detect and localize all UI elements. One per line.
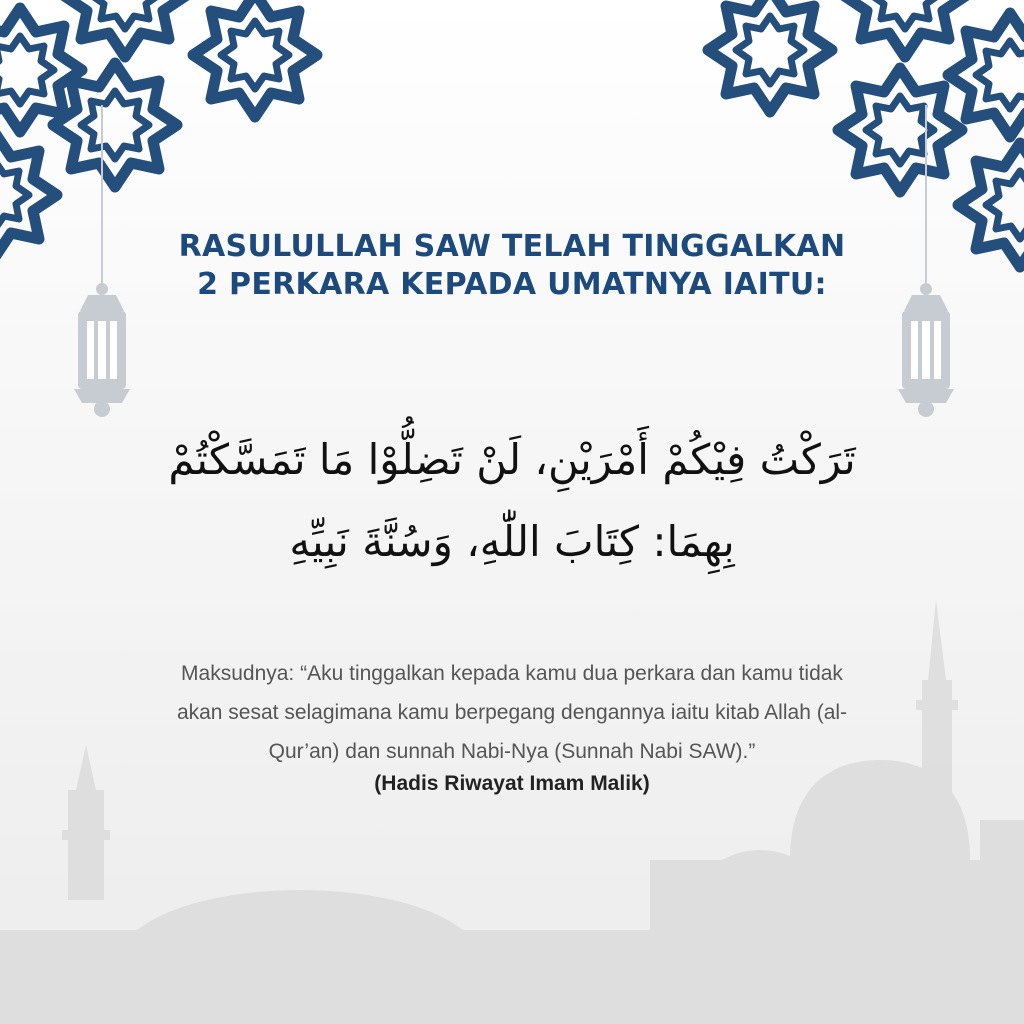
hadith-arabic-line-2: بِهِمَا: كِتَابَ اللّٰهِ، وَسُنَّةَ نَبِيِّهِ (289, 517, 735, 566)
heading-line-1: RASULULLAH SAW TELAH TINGGALKAN (178, 229, 846, 264)
islamic-star-ornament (0, 0, 317, 257)
hadith-arabic-line-1: تَرَكْتُ فِيْكُمْ أَمْرَيْنِ، لَنْ تَضِلُّوْا مَا تَمَسَّكْتُمْ (168, 435, 856, 484)
translation-line-1: Maksudnya: “Aku tinggalkan kepada kamu dua perkara dan kamu tidak (181, 662, 843, 685)
hadith-source: (Hadis Riwayat Imam Malik) (374, 772, 650, 795)
islamic-star-ornament (708, 0, 1024, 267)
translation-line-2: akan sesat selagimana kamu berpegang dengannya iaitu kitab Allah (al- (176, 701, 848, 724)
heading-line-2: 2 PERKARA KEPADA UMATNYA IAITU: (197, 267, 827, 302)
translation-line-3: Qur’an) dan sunnah Nabi-Nya (Sunnah Nabi SAW).” (268, 740, 756, 763)
